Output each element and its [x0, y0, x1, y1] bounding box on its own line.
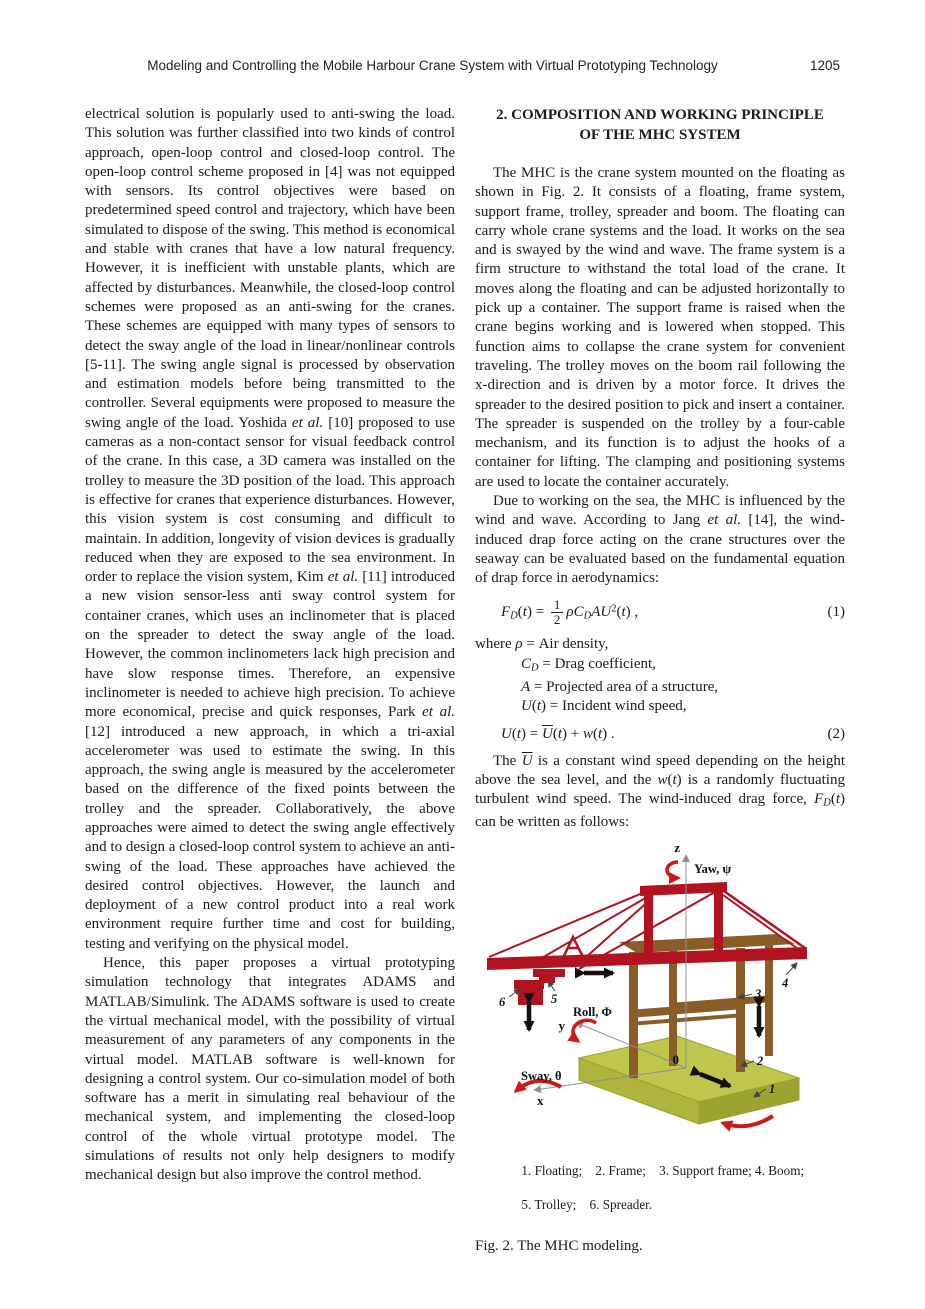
part-number-2: 2 — [757, 1054, 764, 1069]
left-column — [85, 105, 455, 1186]
tower-right — [714, 887, 723, 953]
legend-line-2: 5. Trolley; 6. Spreader. — [521, 1196, 653, 1212]
platform-rotation-arrow — [723, 1116, 773, 1126]
running-title: Modeling and Controlling the Mobile Harbour Crane System with Virtual Prototyping Technology — [147, 58, 718, 73]
x-axis-label: x — [537, 1093, 544, 1109]
page-number: 1205 — [809, 58, 840, 73]
paragraph: Due to working on the sea, the MHC is influenced by the wind and wave. According to Jang et al. [14], the wind-induced drap force acting on the crane structures over the seaway can be evaluated based on the fundamental equation of drap force in aerodynamics: — [475, 493, 846, 587]
equation-2-body: $U(t) = \overline{U}(t) + w(t)$ . — [501, 726, 615, 743]
part-number-4: 4 — [782, 976, 789, 991]
figure-caption: Fig. 2. The MHC modeling. — [475, 1237, 643, 1254]
part-number-1: 1 — [769, 1082, 776, 1097]
yaw-label: Yaw, ψ — [694, 862, 732, 877]
figure-2 — [475, 840, 845, 1256]
paragraph: The $\overline{U}$ is a constant wind speed depending on the height above the sea level, and the w(t) is a randomly fluctuating turbulent wind speed. The wind-induced drag force, FD(t) can be written as follows: — [475, 752, 845, 831]
equation-1 — [475, 598, 845, 629]
trolley — [533, 969, 565, 977]
mhc-crane-illustration — [481, 840, 813, 1132]
yaw-arrow — [667, 862, 678, 878]
right-column — [475, 105, 845, 1256]
equation-1-number: (1) — [827, 604, 845, 621]
z-axis-label: z — [674, 840, 680, 856]
origin-label: 0 — [672, 1052, 679, 1068]
fraction-numerator: 1 — [553, 596, 561, 612]
y-axis-label: y — [558, 1018, 565, 1034]
equation-1-lhs: FD(t) = — [501, 604, 548, 623]
part-number-6: 6 — [499, 995, 506, 1010]
sway-label: Sway, θ — [521, 1069, 562, 1084]
equation-1-body — [475, 598, 638, 629]
roll-arrow — [573, 1021, 596, 1042]
equation-2 — [475, 725, 845, 744]
figure-legend — [475, 1145, 845, 1230]
part-number-3: 3 — [755, 987, 762, 1002]
page-header — [85, 58, 840, 78]
paragraph: Hence, this paper proposes a virtual prototyping simulation technology that integrates ADAMS and MATLAB/Simulink. The ADAMS software is used to create the virtual mechanical model, with the possibility of virtual measurement of any parameters of any components in the virtual model. MATLAB software is well-known for designing a control system. Our co-simulation model of both software has a merit in simulating real behaviour of the mechanical system, and implementing the closed-loop control of the whole virtual prototype model. The simulations of results not only help designers to modify mechanical design but also improve the control method. — [85, 955, 455, 1184]
paragraph: The MHC is the crane system mounted on the floating as shown in Fig. 2. It consists of a floating, frame system, support frame, trolley, spreader and boom. The floating can carry whole crane systems and the load. It works on the sea and is swayed by the wind and wave. The frame system is a firm structure to withstand the total load of the crane. It moves along the floating and can be adjusted horizontally to pick up a container. The support frame is raised when the crane begins working and is lowered when stopped. This function aims to collapse the crane system for convenient traveling. The trolley moves on the boom rail following the x-direction and is driven by a motor force. It drives the spreader to the desired position to pick and insert a container. The spreader is suspended on the trolley by a four-cable mechanism, and its function is to adjust the hooks of a container for lifting. The clamping and positioning systems are used to locate the container accurately. — [475, 165, 845, 490]
definition-line: CD = Drag coefficient, — [521, 655, 656, 674]
paragraph: electrical solution is popularly used to anti-swing the load. This solution was further classified into two kinds of control approach, open-loop control and closed-loop control. The open-loop control scheme proposed in [4] was not equipped with sensors. Its control objectives were based on predetermined speed control and trajectory, which have been simulated to dispose of the swing. This method is economical and stable with cranes that have a low natural frequency. However, it is inefficient with unstable plants, which are affected by disturbances. Meanwhile, the closed-loop control schemes were proposed as an anti-swing for the cranes. These schemes are equipped with many types of sensors to detect the sway angle of the load in linear/nonlinear controls [5-11]. The swing angle signal is processed by observation and estimation models before being transmitted to the controller. Several equipments were proposed to measure the swing angle of the load. Yoshida et al. [10] proposed to use cameras as a non-contact sensor for visual feedback control of the crane. In this case, a 3D camera was installed on the trolley to measure the 3D position of the load. This approach is effective for cranes that experience disturbances. However, this vision system is cost consuming and difficult to maintain. In addition, longevity of vision devices is gradually reduced when they are exposed to the sea environment. In order to replace the vision system, Kim et al. [11] introduced a new vision sensor-less anti sway control system for container cranes, which uses an inclinometer that is placed on the spreader to detect the sway angle of the load. However, the common inclinometers lack high precision and have slow response times. Therefore, an expensive inclinometer is needed to achieve high precision. To achieve more economical, precise and quick responses, Park et al. [12] introduced a new approach, in which a tri-axial accelerometer was used to estimate the swing. In this approach, the swing angle is measured by the accelerometer based on the difference of the fixed points between the trolley and the spreader. Collaboratively, the above approaches were aimed to detect the swing angle effectively and to design a closed-loop control system to achieve an anti-swing of the load. These approaches have achieved the desired control objectives. However, the launch and deployment of a new control product into a real work environment require further time and cost for building, testing and verifying on the physical model. — [85, 106, 456, 952]
symbol-definitions — [475, 635, 845, 716]
fraction — [551, 598, 564, 629]
section-heading-line1: 2. COMPOSITION AND WORKING PRINCIPLE — [496, 107, 824, 123]
legend-line-1: 1. Floating; 2. Frame; 3. Support frame; 4. Boom; — [521, 1162, 805, 1178]
equation-2-number: (2) — [827, 726, 845, 743]
tower-left — [644, 890, 653, 958]
definition-line: where ρ = Air density, — [475, 636, 609, 653]
section-heading-line2: OF THE MHC SYSTEM — [579, 127, 741, 143]
spreader — [514, 980, 544, 989]
roll-label: Roll, Φ — [573, 1005, 612, 1020]
definition-line: A = Projected area of a structure, — [521, 678, 719, 695]
definition-line: U(t) = Incident wind speed, — [521, 697, 687, 714]
tower-top-beam — [640, 882, 727, 896]
fraction-denominator: 2 — [551, 612, 564, 628]
part-number-5: 5 — [551, 992, 558, 1007]
equation-1-rhs: ρCDAU$^2$(t) , — [566, 603, 639, 623]
section-heading — [475, 105, 845, 145]
